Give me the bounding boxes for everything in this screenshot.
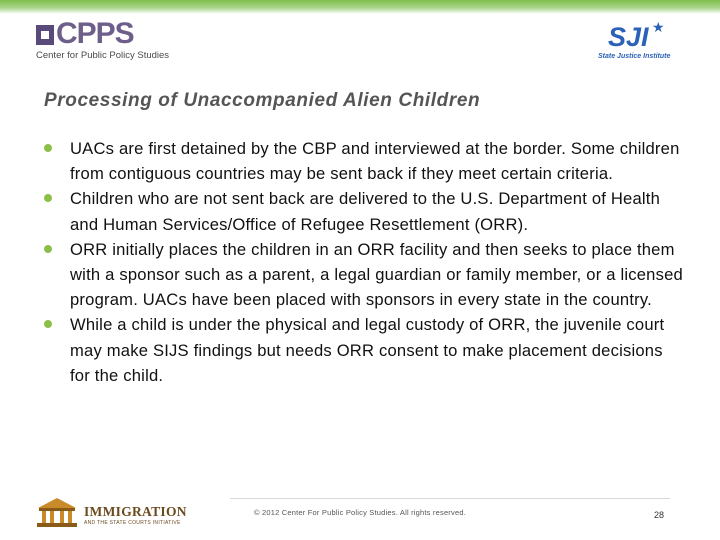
bullet-item xyxy=(44,186,684,236)
bullet-dot-icon xyxy=(44,194,52,202)
bullet-dot-icon xyxy=(44,144,52,152)
bullet-list xyxy=(44,136,684,388)
bullet-text: ORR initially places the children in an ORR facility and then seeks to place them with a sponsor such as a parent, a legal guardian or family member, or a licensed program. UACs have been placed with sponsors in every state in the country. xyxy=(70,239,683,310)
bullet-dot-icon xyxy=(44,245,52,253)
bullet-text: UACs are first detained by the CBP and interviewed at the border. Some children from contiguous countries may be sent back if they meet certain criteria. xyxy=(70,139,680,184)
immigration-logo-subtitle: AND THE STATE COURTS INITIATIVE xyxy=(84,520,181,526)
bullet-dot-icon xyxy=(44,320,52,328)
cpps-logo xyxy=(36,17,176,62)
bullet-item xyxy=(44,312,684,388)
bullet-item xyxy=(44,136,684,186)
sji-logo-subtitle: State Justice Institute xyxy=(598,53,671,60)
bullet-item xyxy=(44,237,684,313)
cpps-logo-subtitle: Center for Public Policy Studies xyxy=(36,50,170,61)
copyright-text: © 2012 Center For Public Policy Studies. All rights reserved. xyxy=(254,508,466,517)
cpps-mark-icon xyxy=(36,25,54,45)
bullet-text: While a child is under the physical and legal custody of ORR, the juvenile court may make SIJS findings but needs ORR consent to make placement decisions for the child. xyxy=(70,315,665,385)
footer-divider xyxy=(230,498,670,499)
cpps-logo-text: CPPS xyxy=(56,17,134,50)
sji-logo-text: SJI xyxy=(608,22,649,52)
bullet-text: Children who are not sent back are delivered to the U.S. Department of Health and Human Services/Office of Refugee Resettlement (ORR). xyxy=(70,189,661,234)
slide-title: Processing of Unaccompanied Alien Children xyxy=(44,90,481,111)
immigration-logo-text: IMMIGRATION xyxy=(84,504,187,519)
top-accent-bar xyxy=(0,0,720,14)
star-icon: ★ xyxy=(652,19,665,35)
immigration-logo xyxy=(34,496,187,530)
courthouse-icon xyxy=(34,496,80,530)
sji-logo xyxy=(594,20,686,64)
page-number: 28 xyxy=(654,510,665,520)
